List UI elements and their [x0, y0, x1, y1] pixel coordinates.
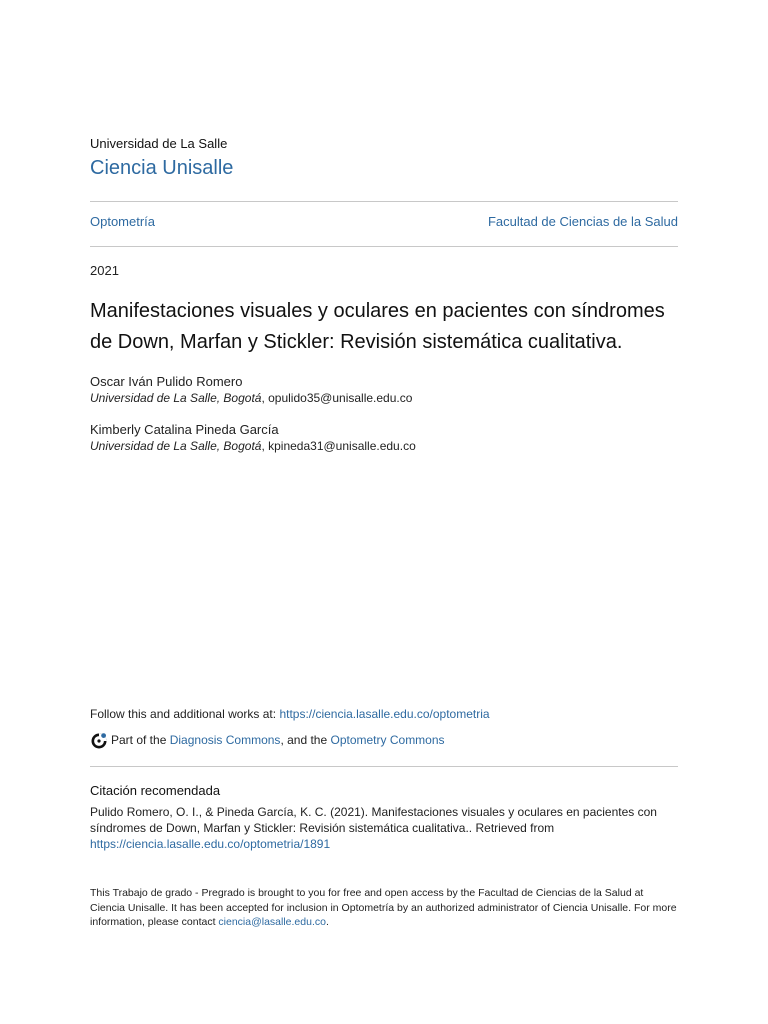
collection-link-optometria[interactable]: Optometría — [90, 214, 156, 229]
author-entry — [90, 373, 412, 407]
part-of-line: Part of the Diagnosis Commons , and the Optometry Commons — [90, 731, 445, 749]
citation-heading: Citación recomendada — [90, 783, 221, 798]
author-name: Oscar Iván Pulido Romero — [90, 374, 243, 389]
divider — [90, 201, 678, 202]
author-name: Kimberly Catalina Pineda García — [90, 422, 279, 437]
collection-link-faculty[interactable]: Facultad de Ciencias de la Salud — [487, 214, 678, 229]
divider — [90, 766, 678, 767]
follow-line: Follow this and additional works at: https://ciencia.lasalle.edu.co/optometria — [90, 707, 490, 721]
network-logo-icon — [90, 731, 108, 749]
citation-url-link[interactable]: https://ciencia.lasalle.edu.co/optometria/1891 — [90, 837, 331, 851]
publication-year: 2021 — [90, 263, 119, 278]
optometry-commons-link[interactable]: Optometry Commons — [330, 733, 445, 747]
author-affiliation: Universidad de La Salle, Bogotá, kpineda31@unisalle.edu.co — [90, 439, 416, 453]
author-affiliation: Universidad de La Salle, Bogotá, opulido35@unisalle.edu.co — [90, 391, 413, 405]
author-entry — [90, 421, 416, 455]
diagnosis-commons-link[interactable]: Diagnosis Commons — [169, 733, 281, 747]
citation-body: Pulido Romero, O. I., & Pineda García, K. C. (2021). Manifestaciones visuales y oculares en pacientes con síndromes de Down, Marfan y Stickler: Revisión sistemática cualitativa.. Retrieved from https://ciencia.lasalle.edu.co/optometria/1891 — [90, 805, 657, 851]
document-title: Manifestaciones visuales y oculares en pacientes con síndromes de Down, Marfan y Stickler: Revisión sistemática cualitativa. — [90, 300, 665, 353]
divider — [90, 246, 678, 247]
access-notice: This Trabajo de grado - Pregrado is brought to you for free and open access by the Facultad de Ciencias de la Salud at Ciencia Unisalle. It has been accepted for inclusion in Optometría by an authorized administrator of Ciencia Unisalle. For more information, please contact ciencia@lasalle.edu.co. — [90, 887, 677, 928]
institution-name: Universidad de La Salle — [90, 136, 228, 151]
repository-link[interactable]: Ciencia Unisalle — [90, 157, 234, 179]
follow-url-link[interactable]: https://ciencia.lasalle.edu.co/optometria — [279, 707, 490, 721]
contact-email-link[interactable]: ciencia@lasalle.edu.co — [218, 916, 326, 928]
